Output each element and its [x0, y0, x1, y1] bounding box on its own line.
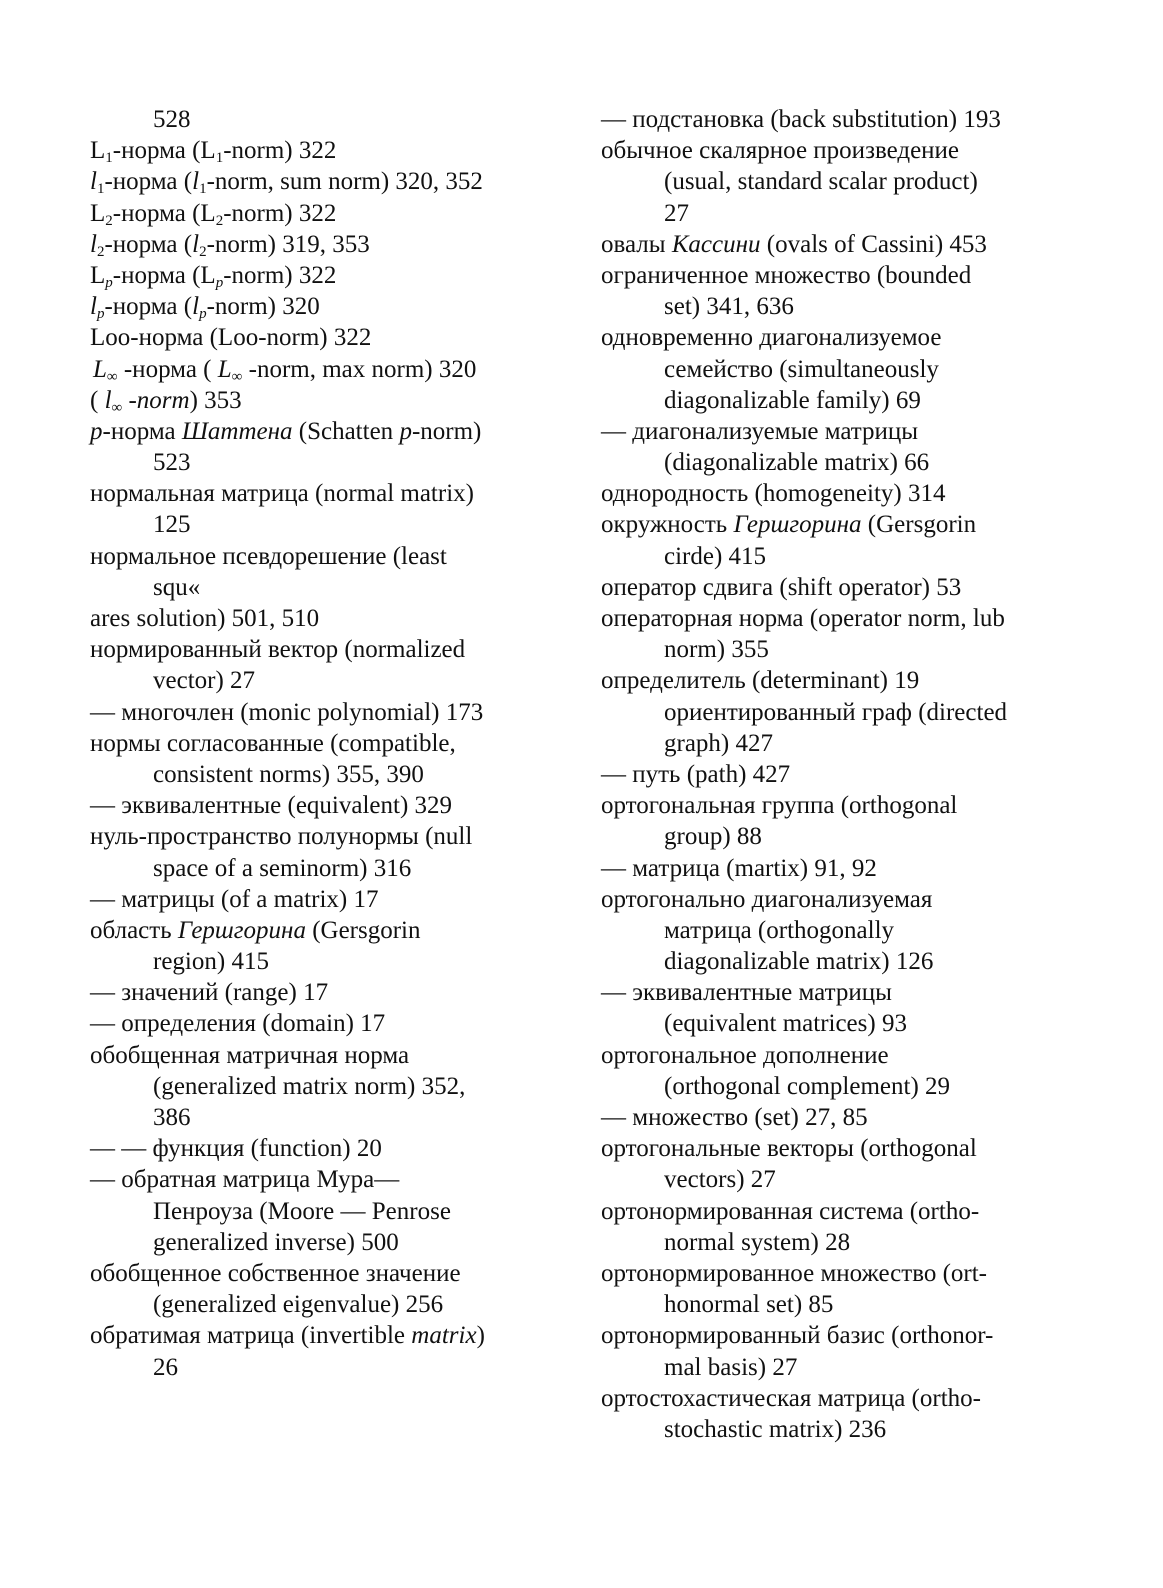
index-line: stochastic matrix) 236	[664, 1415, 887, 1443]
index-line: consistent norms) 355, 390	[153, 760, 424, 788]
index-line: 523	[153, 449, 191, 477]
index-line: ортонормированное множество (ort-	[601, 1259, 988, 1287]
index-line: cirde) 415	[664, 542, 767, 570]
index-line: ограниченное множество (bounded	[601, 261, 972, 289]
index-line: 386	[153, 1104, 191, 1131]
index-line: $l_1$-норма ($l_1$-norm, sum norm) 320, 352	[90, 168, 483, 198]
index-line: squ«	[153, 573, 201, 601]
index-line: — эквивалентные матрицы	[601, 979, 892, 1007]
index-line: — обратная матрица Мура—	[90, 1166, 400, 1194]
index-line: — путь (path) 427	[601, 760, 791, 788]
index-line: обратимая матрица (invertible matrix)	[90, 1322, 485, 1350]
index-line: семейство (simultaneously	[664, 355, 939, 383]
index-line: 26	[153, 1353, 178, 1381]
index-column-right	[601, 104, 1076, 1445]
index-line: (orthogonal complement) 29	[664, 1072, 951, 1100]
index-line: обобщенное собственное значение	[90, 1259, 461, 1287]
index-line: ортогональные векторы (orthogonal	[601, 1135, 977, 1163]
index-line: graph) 427	[664, 729, 773, 757]
index-line: (equivalent matrices) 93	[664, 1010, 907, 1038]
index-line: normal system) 28	[664, 1228, 851, 1256]
index-line: (diagonalizable matrix) 66	[664, 449, 930, 477]
index-line: set) 341, 636	[664, 293, 794, 321]
index-line: 528	[153, 106, 191, 133]
index-line: область Гершгорина (Gersgorin	[90, 916, 421, 944]
index-line: Пенроуза (Moore — Penrose	[153, 1197, 451, 1225]
index-line: diagonalizable matrix) 126	[664, 948, 934, 976]
index-line: определитель (determinant) 19	[601, 667, 920, 695]
index-line: ортогональная группа (orthogonal	[601, 792, 958, 820]
index-line: обобщенная матричная норма	[90, 1041, 410, 1069]
index-line: ( $l_\infty$ -norm) 353	[90, 386, 242, 416]
index-line: (usual, standard scalar product)	[664, 168, 978, 196]
index-line: ориентированный граф (directed	[664, 698, 1008, 726]
index-line: $L_\infty$ -норма ( $L_\infty$ -norm, max norm) 320	[93, 355, 477, 385]
index-line: norm) 355	[664, 636, 769, 664]
index-line: нормальное псевдорешение (least	[90, 542, 447, 570]
index-line: generalized inverse) 500	[153, 1228, 399, 1256]
index-line: ортостохастическая матрица (ortho-	[601, 1384, 981, 1412]
index-line: Loo-норма (Loo-norm) 322	[90, 324, 372, 352]
index-line: honormal set) 85	[664, 1291, 834, 1319]
index-line: однородность (homogeneity) 314	[601, 480, 946, 508]
index-line: операторная норма (operator norm, lub	[601, 605, 1005, 632]
index-line: $l_p$-норма $(l_p-norm)$ 320	[90, 293, 320, 323]
index-line: — диагонализуемые матрицы	[601, 417, 919, 445]
index-line: — значений (range) 17	[90, 979, 329, 1007]
index-line: diagonalizable family) 69	[664, 386, 921, 414]
index-line: — матрица (martix) 91, 92	[601, 854, 877, 882]
index-line: оператор сдвига (shift operator) 53	[601, 573, 962, 601]
index-line: ортогональное дополнение	[601, 1041, 889, 1069]
index-line: обычное скалярное произведение	[601, 137, 960, 165]
index-line: $L_p$-норма $(L_p-norm)$ 322	[90, 261, 337, 291]
index-line: vector) 27	[153, 667, 256, 695]
index-line: $L_1$-норма $(L_1-norm)$ 322	[90, 137, 337, 167]
index-line: space of a seminorm) 316	[153, 854, 412, 882]
index-line: p-норма Шаттена (Schatten p-norm)	[90, 417, 482, 445]
index-line: — подстановка (back substitution) 193	[601, 106, 1001, 133]
index-line: $l_2$-норма $(l_2-norm)$ 319, 353	[90, 230, 370, 260]
index-line: нормальная матрица (normal matrix)	[90, 480, 474, 508]
index-line: (generalized matrix norm) 352,	[153, 1072, 466, 1100]
index-line: (generalized eigenvalue) 256	[153, 1291, 444, 1319]
index-line: ортогонально диагонализуемая	[601, 885, 933, 913]
index-line: — множество (set) 27, 85	[601, 1104, 868, 1131]
index-line: $L_2$-норма $(L_2-norm)$ 322	[90, 199, 337, 229]
index-line: — эквивалентные (equivalent) 329	[90, 792, 453, 820]
index-line: матрица (orthogonally	[664, 916, 895, 944]
index-line: ортонормированная система (ortho-	[601, 1197, 980, 1225]
index-line: овалы Кассини (ovals of Cassini) 453	[601, 230, 987, 258]
index-line: нормированный вектор (normalized	[90, 636, 466, 664]
index-line: mal basis) 27	[664, 1353, 798, 1381]
index-line: одновременно диагонализуемое	[601, 324, 942, 352]
index-line: — многочлен (monic polynomial) 173	[90, 698, 484, 726]
index-line: нуль-пространство полунормы (null	[90, 823, 473, 851]
index-line: 27	[664, 199, 689, 227]
index-line: — матрицы (of a matrix) 17	[90, 885, 379, 913]
index-line: — определения (domain) 17	[90, 1010, 386, 1038]
index-line: group) 88	[664, 823, 762, 851]
index-line: — — функция (function) 20	[90, 1135, 382, 1163]
index-line: ортонормированный базис (orthonor-	[601, 1322, 994, 1350]
index-column-left	[90, 104, 560, 1383]
index-line: 125	[153, 511, 191, 539]
index-line: ares solution) 501, 510	[90, 605, 320, 632]
index-line: region) 415	[153, 948, 269, 976]
index-line: нормы согласованные (compatible,	[90, 729, 456, 757]
index-line: окружность Гершгорина (Gersgorin	[601, 511, 977, 539]
index-line: vectors) 27	[664, 1166, 776, 1194]
